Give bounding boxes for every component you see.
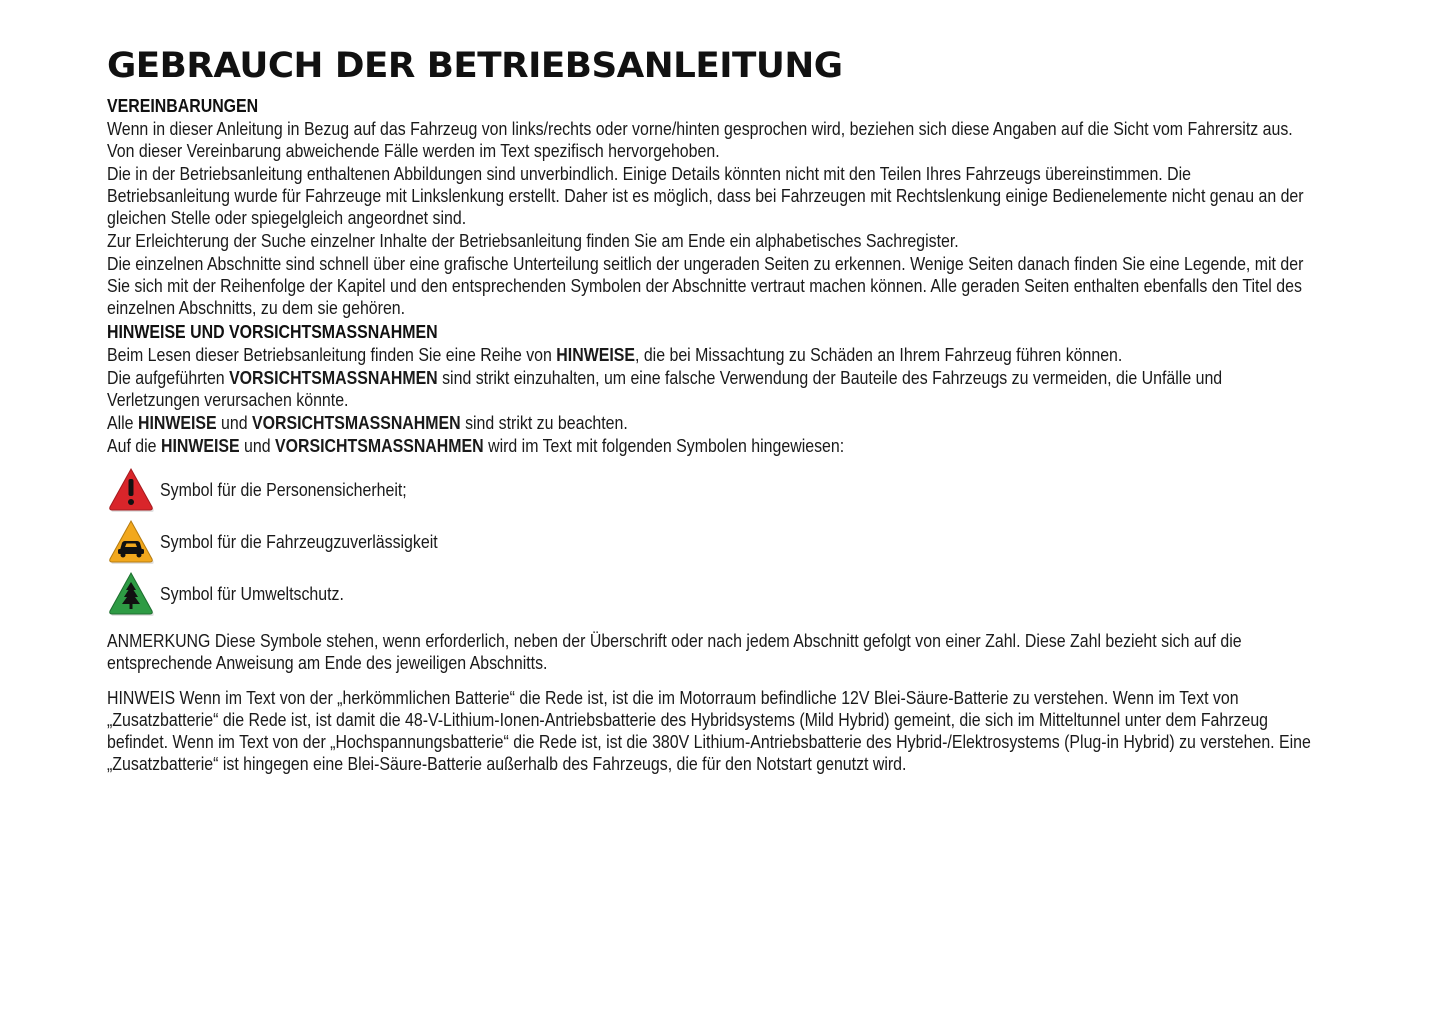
- bold-term: VORSICHTSMASSNAHMEN: [275, 435, 484, 456]
- section-heading-vereinbarungen: VEREINBARUNGEN: [107, 95, 259, 116]
- environment-tree-icon: [107, 570, 155, 618]
- paragraph: Die einzelnen Abschnitte sind schnell über eine grafische Unterteilung seitlich der ungeraden Seiten zu erkennen. Wenige Seiten danach finden Sie eine Legende, mit der Sie sich mit der Reihenfolge der Kapitel und den entsprechenden Symbolen der Abschnitte vertraut machen können. Alle geraden Seiten enthalten ebenfalls den Titel des einzelnen Abschnitts, zu dem sie gehören.: [107, 253, 1304, 318]
- symbol-label: Symbol für Umweltschutz.: [160, 583, 344, 604]
- paragraph: Die aufgeführten VORSICHTSMASSNAHMEN sind strikt einzuhalten, um eine falsche Verwendung der Bauteile des Fahrzeugs zu vermeiden, die Unfälle und Verletzungen verursachen könnte.: [107, 367, 1223, 410]
- note-anmerkung: ANMERKUNG Diese Symbole stehen, wenn erforderlich, neben der Überschrift oder nach jedem Abschnitt gefolgt von einer Zahl. Diese Zahl bezieht sich auf die entsprechende Anweisung am Ende des jeweiligen Abschnitts.: [107, 630, 1242, 673]
- note-hinweis: HINWEIS Wenn im Text von der „herkömmlichen Batterie“ die Rede ist, ist die im Motorraum befindliche 12V Blei-Säure-Batterie zu verstehen. Wenn im Text von „Zusatzbatterie“ die Rede ist, ist damit die 48-V-Lithium-Ionen-Antriebsbatterie des Hybridsystems (Mild Hybrid) gemeint, die sich im Mitteltunnel unter dem Fahrzeug befindet. Wenn im Text von der „Hochspannungsbatterie“ die Rede ist, ist die 380V Lithium-Antriebsbatterie des Hybrid-/Elektrosystems (Plug-in Hybrid) zu verstehen. Eine „Zusatzbatterie“ ist hingegen eine Blei-Säure-Batterie außerhalb des Fahrzeugs, die für den Notstart genutzt wird.: [107, 687, 1311, 774]
- warning-person-icon: [107, 466, 155, 514]
- page-title: GEBRAUCH DER BETRIEBSANLEITUNG: [107, 46, 843, 86]
- paragraph: Auf die HINWEISE und VORSICHTSMASSNAHMEN wird im Text mit folgenden Symbolen hingewiesen:: [107, 435, 845, 456]
- vehicle-reliability-icon: [107, 518, 155, 566]
- bold-term: HINWEISE: [160, 435, 240, 456]
- symbol-label: Symbol für die Fahrzeugzuverlässigkeit: [160, 531, 438, 552]
- page-content: [107, 44, 1312, 776]
- symbol-row-vehicle-reliability: [107, 516, 1312, 568]
- section-heading-hinweise: HINWEISE UND VORSICHTSMASSNAHMEN: [107, 321, 438, 342]
- paragraph: Die in der Betriebsanleitung enthaltenen Abbildungen sind unverbindlich. Einige Details könnten nicht mit den Teilen Ihres Fahrzeugs übereinstimmen. Die Betriebsanleitung wurde für Fahrzeuge mit Linkslenkung erstellt. Daher ist es möglich, dass bei Fahrzeugen mit Rechtslenkung einige Bedienelemente nicht genau an der gleichen Stelle oder spiegelgleich angeordnet sind.: [107, 163, 1304, 228]
- paragraph: Beim Lesen dieser Betriebsanleitung finden Sie eine Reihe von HINWEISE, die bei Missachtung zu Schäden an Ihrem Fahrzeug führen können.: [107, 344, 1123, 365]
- symbol-row-environment: [107, 568, 1312, 620]
- symbol-row-person-safety: [107, 464, 1312, 516]
- bold-term: VORSICHTSMASSNAHMEN: [229, 367, 438, 388]
- paragraph: Zur Erleichterung der Suche einzelner Inhalte der Betriebsanleitung finden Sie am Ende ein alphabetisches Sachregister.: [107, 230, 959, 251]
- bold-term: HINWEISE: [137, 412, 217, 433]
- paragraph: Alle HINWEISE und VORSICHTSMASSNAHMEN sind strikt zu beachten.: [107, 412, 628, 433]
- bold-term: HINWEISE: [556, 344, 635, 365]
- paragraph: Wenn in dieser Anleitung in Bezug auf das Fahrzeug von links/rechts oder vorne/hinten gesprochen wird, beziehen sich diese Angaben auf die Sicht vom Fahrersitz aus. Von dieser Vereinbarung abweichende Fälle werden im Text spezifisch hervorgehoben.: [107, 118, 1293, 161]
- bold-term: VORSICHTSMASSNAHMEN: [252, 412, 461, 433]
- symbol-label: Symbol für die Personensicherheit;: [160, 479, 407, 500]
